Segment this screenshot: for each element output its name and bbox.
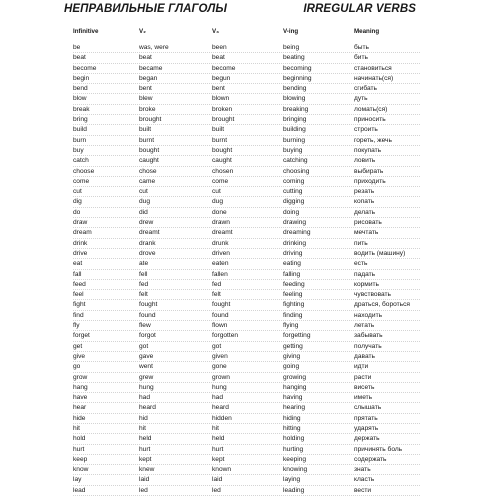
v2-cell: cut — [139, 188, 148, 196]
v-ing-cell: building — [283, 126, 306, 134]
meaning-cell: расти — [354, 373, 372, 381]
table-row — [0, 414, 480, 424]
table-row — [0, 74, 480, 84]
table-row — [0, 218, 480, 228]
table-row — [0, 259, 480, 269]
table-row — [0, 197, 480, 207]
v2-cell: hurt — [139, 445, 151, 453]
v-ing-cell: finding — [283, 311, 303, 319]
column-header-v2: V₂ — [139, 28, 146, 35]
infinitive-cell: become — [73, 64, 97, 72]
table-row — [0, 53, 480, 63]
table-row — [0, 362, 480, 372]
v3-cell: hit — [212, 424, 219, 432]
v-ing-cell: forgetting — [283, 332, 311, 340]
meaning-cell: быть — [354, 44, 369, 51]
v2-cell: chose — [139, 167, 157, 175]
meaning-cell: прятать — [354, 414, 378, 422]
infinitive-cell: know — [73, 466, 89, 474]
meaning-cell: класть — [354, 476, 375, 484]
v3-cell: blown — [212, 95, 230, 103]
meaning-cell: приходить — [354, 177, 386, 185]
v-ing-cell: choosing — [283, 167, 310, 175]
infinitive-cell: bend — [73, 85, 88, 93]
v-ing-cell: flying — [283, 322, 299, 330]
v3-cell: dug — [212, 198, 224, 206]
infinitive-cell: drive — [73, 249, 88, 257]
v2-cell: dug — [139, 198, 151, 206]
meaning-cell: летать — [354, 322, 375, 330]
v-ing-cell: catching — [283, 157, 308, 165]
v2-cell: knew — [139, 466, 155, 474]
meaning-cell: ударять — [354, 424, 379, 432]
table-row — [0, 383, 480, 393]
v-ing-cell: hitting — [283, 424, 301, 432]
v-ing-cell: feeding — [283, 280, 305, 288]
infinitive-cell: choose — [73, 167, 95, 175]
v-ing-cell: growing — [283, 373, 307, 381]
v-ing-cell: getting — [283, 342, 303, 350]
infinitive-cell: drink — [73, 239, 88, 247]
v-ing-cell: hurting — [283, 445, 304, 453]
v2-cell: fought — [139, 301, 158, 309]
v-ing-cell: being — [283, 44, 300, 51]
v-ing-cell: hanging — [283, 383, 307, 391]
infinitive-cell: do — [73, 208, 81, 216]
table-row — [0, 146, 480, 156]
meaning-cell: идти — [354, 363, 369, 371]
v-ing-cell: drinking — [283, 239, 307, 247]
column-header-v3: V₃ — [212, 28, 219, 35]
meaning-cell: находить — [354, 311, 383, 319]
meaning-cell: покупать — [354, 146, 382, 154]
v3-cell: done — [212, 208, 227, 216]
meaning-cell: выбирать — [354, 167, 384, 175]
v-ing-cell: cutting — [283, 188, 303, 196]
meaning-cell: начинать(ся) — [354, 74, 394, 82]
v-ing-cell: driving — [283, 249, 303, 257]
meaning-cell: приносить — [354, 116, 386, 124]
v3-cell: drunk — [212, 239, 229, 247]
v-ing-cell: holding — [283, 435, 305, 443]
v-ing-cell: blowing — [283, 95, 306, 103]
table-row — [0, 208, 480, 218]
infinitive-cell: go — [73, 363, 81, 371]
meaning-cell: дуть — [354, 95, 368, 103]
infinitive-cell: cut — [73, 188, 82, 196]
table-row — [0, 105, 480, 115]
meaning-cell: слышать — [354, 404, 382, 412]
meaning-cell: ломать(ся) — [354, 105, 388, 113]
table-row — [0, 167, 480, 177]
table-row — [0, 321, 480, 331]
column-header-meaning: Meaning — [354, 28, 380, 35]
meaning-cell: пить — [354, 239, 368, 247]
v2-cell: brought — [139, 116, 162, 124]
table-row — [0, 125, 480, 135]
meaning-cell: содержать — [354, 455, 387, 463]
v3-cell: felt — [212, 291, 221, 299]
infinitive-cell: build — [73, 126, 87, 134]
meaning-cell: рисовать — [354, 219, 382, 227]
infinitive-cell: grow — [73, 373, 88, 381]
v3-cell: got — [212, 342, 222, 350]
meaning-cell: падать — [354, 270, 376, 278]
v-ing-cell: doing — [283, 208, 300, 216]
infinitive-cell: hear — [73, 404, 87, 412]
v3-cell: held — [212, 435, 225, 443]
meaning-cell: драться, бороться — [354, 301, 410, 309]
v3-cell: flown — [212, 322, 228, 330]
v3-cell: beat — [212, 54, 225, 62]
infinitive-cell: fight — [73, 301, 86, 309]
v3-cell: brought — [212, 116, 235, 124]
v2-cell: caught — [139, 157, 159, 165]
table-row — [0, 393, 480, 403]
verb-rows — [0, 43, 480, 496]
title-english: IRREGULAR VERBS — [303, 3, 416, 15]
v2-cell: laid — [139, 476, 150, 484]
table-row — [0, 94, 480, 104]
infinitive-cell: be — [73, 44, 81, 51]
v-ing-cell: dreaming — [283, 229, 311, 237]
infinitive-cell: blow — [73, 95, 87, 103]
table-row — [0, 64, 480, 74]
v2-cell: did — [139, 208, 148, 216]
v3-cell: grown — [212, 373, 230, 381]
meaning-cell: знать — [354, 466, 371, 474]
v2-cell: grew — [139, 373, 154, 381]
meaning-cell: строить — [354, 126, 378, 134]
meaning-cell: висеть — [354, 383, 375, 391]
v3-cell: broken — [212, 105, 233, 113]
table-row — [0, 115, 480, 125]
infinitive-cell: dream — [73, 229, 92, 237]
v2-cell: went — [139, 363, 153, 371]
v-ing-cell: hiding — [283, 414, 301, 422]
v2-cell: bent — [139, 85, 152, 93]
v2-cell: came — [139, 177, 156, 185]
meaning-cell: сгибать — [354, 85, 377, 93]
v3-cell: become — [212, 64, 236, 72]
v2-cell: had — [139, 394, 151, 402]
v-ing-cell: digging — [283, 198, 305, 206]
meaning-cell: становиться — [354, 64, 392, 72]
v2-cell: felt — [139, 291, 148, 299]
v3-cell: bought — [212, 146, 233, 154]
table-row — [0, 445, 480, 455]
v2-cell: drove — [139, 249, 156, 257]
v2-cell: built — [139, 126, 152, 134]
v3-cell: forgotten — [212, 332, 239, 340]
infinitive-cell: catch — [73, 157, 89, 165]
v3-cell: hurt — [212, 445, 224, 453]
v3-cell: given — [212, 352, 228, 360]
v3-cell: built — [212, 126, 225, 134]
infinitive-cell: come — [73, 177, 90, 185]
meaning-cell: иметь — [354, 394, 373, 402]
table-row — [0, 331, 480, 341]
title-russian: НЕПРАВИЛЬНЫЕ ГЛАГОЛЫ — [64, 3, 227, 15]
v-ing-cell: going — [283, 363, 300, 371]
v-ing-cell: laying — [283, 476, 301, 484]
infinitive-cell: feel — [73, 291, 84, 299]
infinitive-cell: forget — [73, 332, 90, 340]
v-ing-cell: feeling — [283, 291, 303, 299]
v3-cell: hung — [212, 383, 227, 391]
v2-cell: bought — [139, 146, 160, 154]
infinitive-cell: buy — [73, 146, 84, 154]
table-row — [0, 486, 480, 496]
table-row — [0, 290, 480, 300]
v3-cell: fallen — [212, 270, 228, 278]
v-ing-cell: beginning — [283, 74, 312, 82]
infinitive-cell: bring — [73, 116, 88, 124]
v3-cell: found — [212, 311, 229, 319]
infinitive-cell: get — [73, 342, 83, 350]
infinitive-cell: give — [73, 352, 86, 360]
v-ing-cell: breaking — [283, 105, 309, 113]
v-ing-cell: giving — [283, 352, 301, 360]
infinitive-cell: lay — [73, 476, 82, 484]
infinitive-cell: burn — [73, 136, 87, 144]
v3-cell: burnt — [212, 136, 228, 144]
infinitive-cell: hold — [73, 435, 86, 443]
v2-cell: fell — [139, 270, 148, 278]
column-header-v-ing: V-ing — [283, 28, 299, 35]
table-row — [0, 465, 480, 475]
v3-cell: hidden — [212, 414, 232, 422]
infinitive-cell: hit — [73, 424, 80, 432]
v-ing-cell: knowing — [283, 466, 308, 474]
v3-cell: led — [212, 486, 221, 494]
v-ing-cell: hearing — [283, 404, 305, 412]
table-row — [0, 187, 480, 197]
infinitive-cell: hurt — [73, 445, 85, 453]
v2-cell: held — [139, 435, 152, 443]
table-row — [0, 373, 480, 383]
meaning-cell: копать — [354, 198, 375, 206]
table-row — [0, 280, 480, 290]
v2-cell: burnt — [139, 136, 155, 144]
v2-cell: hung — [139, 383, 154, 391]
infinitive-cell: find — [73, 311, 84, 319]
v2-cell: gave — [139, 352, 154, 360]
meaning-cell: давать — [354, 352, 375, 360]
v-ing-cell: falling — [283, 270, 301, 278]
meaning-cell: делать — [354, 208, 376, 216]
infinitive-cell: keep — [73, 455, 88, 463]
v3-cell: bent — [212, 85, 225, 93]
table-row — [0, 424, 480, 434]
v3-cell: come — [212, 177, 229, 185]
v2-cell: got — [139, 342, 149, 350]
table-row — [0, 311, 480, 321]
column-header-infinitive: Infinitive — [73, 28, 99, 35]
v2-cell: ate — [139, 260, 149, 268]
v2-cell: became — [139, 64, 163, 72]
table-row — [0, 249, 480, 259]
infinitive-cell: fall — [73, 270, 82, 278]
v2-cell: found — [139, 311, 156, 319]
v3-cell: fought — [212, 301, 231, 309]
infinitive-cell: fly — [73, 322, 80, 330]
table-row — [0, 434, 480, 444]
v2-cell: led — [139, 486, 148, 494]
v3-cell: begun — [212, 74, 231, 82]
v2-cell: forgot — [139, 332, 156, 340]
meaning-cell: кормить — [354, 280, 379, 288]
v3-cell: been — [212, 44, 227, 51]
table-row — [0, 270, 480, 280]
v3-cell: driven — [212, 249, 230, 257]
v-ing-cell: beating — [283, 54, 305, 62]
v2-cell: hid — [139, 414, 148, 422]
table-row — [0, 228, 480, 238]
table-row — [0, 475, 480, 485]
v3-cell: gone — [212, 363, 227, 371]
meaning-cell: резать — [354, 188, 375, 196]
v2-cell: hit — [139, 424, 146, 432]
meaning-cell: получать — [354, 342, 382, 350]
table-row — [0, 342, 480, 352]
v2-cell: kept — [139, 455, 152, 463]
v2-cell: heard — [139, 404, 156, 412]
table-row — [0, 455, 480, 465]
table-row — [0, 403, 480, 413]
v-ing-cell: keeping — [283, 455, 307, 463]
meaning-cell: держать — [354, 435, 380, 443]
v3-cell: had — [212, 394, 224, 402]
v3-cell: fed — [212, 280, 222, 288]
v-ing-cell: having — [283, 394, 303, 402]
v-ing-cell: fighting — [283, 301, 305, 309]
v2-cell: broke — [139, 105, 156, 113]
v2-cell: was, were — [139, 44, 169, 51]
meaning-cell: есть — [354, 260, 368, 268]
v2-cell: drank — [139, 239, 156, 247]
infinitive-cell: lead — [73, 486, 86, 494]
v2-cell: blew — [139, 95, 153, 103]
v3-cell: heard — [212, 404, 229, 412]
v-ing-cell: leading — [283, 486, 305, 494]
infinitive-cell: hide — [73, 414, 86, 422]
v3-cell: laid — [212, 476, 223, 484]
table-row — [0, 177, 480, 187]
infinitive-cell: dig — [73, 198, 82, 206]
table-row — [0, 136, 480, 146]
v2-cell: drew — [139, 219, 154, 227]
meaning-cell: водить (машину) — [354, 249, 406, 257]
v3-cell: cut — [212, 188, 221, 196]
meaning-cell: ловить — [354, 157, 376, 165]
v3-cell: dreamt — [212, 229, 233, 237]
v3-cell: chosen — [212, 167, 234, 175]
infinitive-cell: beat — [73, 54, 86, 62]
v-ing-cell: buying — [283, 146, 303, 154]
meaning-cell: чувствовать — [354, 291, 391, 299]
meaning-cell: причинять боль — [354, 445, 403, 453]
table-row — [0, 84, 480, 94]
meaning-cell: гореть, жечь — [354, 136, 392, 144]
meaning-cell: забывать — [354, 332, 383, 340]
infinitive-cell: feed — [73, 280, 86, 288]
infinitive-cell: begin — [73, 74, 90, 82]
v-ing-cell: eating — [283, 260, 301, 268]
meaning-cell: вести — [354, 486, 372, 494]
v2-cell: began — [139, 74, 158, 82]
infinitive-cell: draw — [73, 219, 88, 227]
v-ing-cell: becoming — [283, 64, 312, 72]
meaning-cell: мечтать — [354, 229, 379, 237]
table-row — [0, 43, 480, 53]
v-ing-cell: bending — [283, 85, 307, 93]
v-ing-cell: coming — [283, 177, 305, 185]
table-row — [0, 352, 480, 362]
v2-cell: fed — [139, 280, 149, 288]
v3-cell: kept — [212, 455, 225, 463]
v2-cell: dreamt — [139, 229, 160, 237]
infinitive-cell: eat — [73, 260, 83, 268]
v3-cell: known — [212, 466, 232, 474]
infinitive-cell: hang — [73, 383, 88, 391]
v3-cell: drawn — [212, 219, 230, 227]
meaning-cell: бить — [354, 54, 368, 62]
v2-cell: beat — [139, 54, 152, 62]
infinitive-cell: break — [73, 105, 90, 113]
v3-cell: eaten — [212, 260, 229, 268]
v3-cell: caught — [212, 157, 232, 165]
table-row — [0, 300, 480, 310]
v-ing-cell: burning — [283, 136, 305, 144]
v-ing-cell: drawing — [283, 219, 307, 227]
infinitive-cell: have — [73, 394, 88, 402]
table-row — [0, 239, 480, 249]
table-row — [0, 156, 480, 166]
v2-cell: flew — [139, 322, 151, 330]
v-ing-cell: bringing — [283, 116, 307, 124]
